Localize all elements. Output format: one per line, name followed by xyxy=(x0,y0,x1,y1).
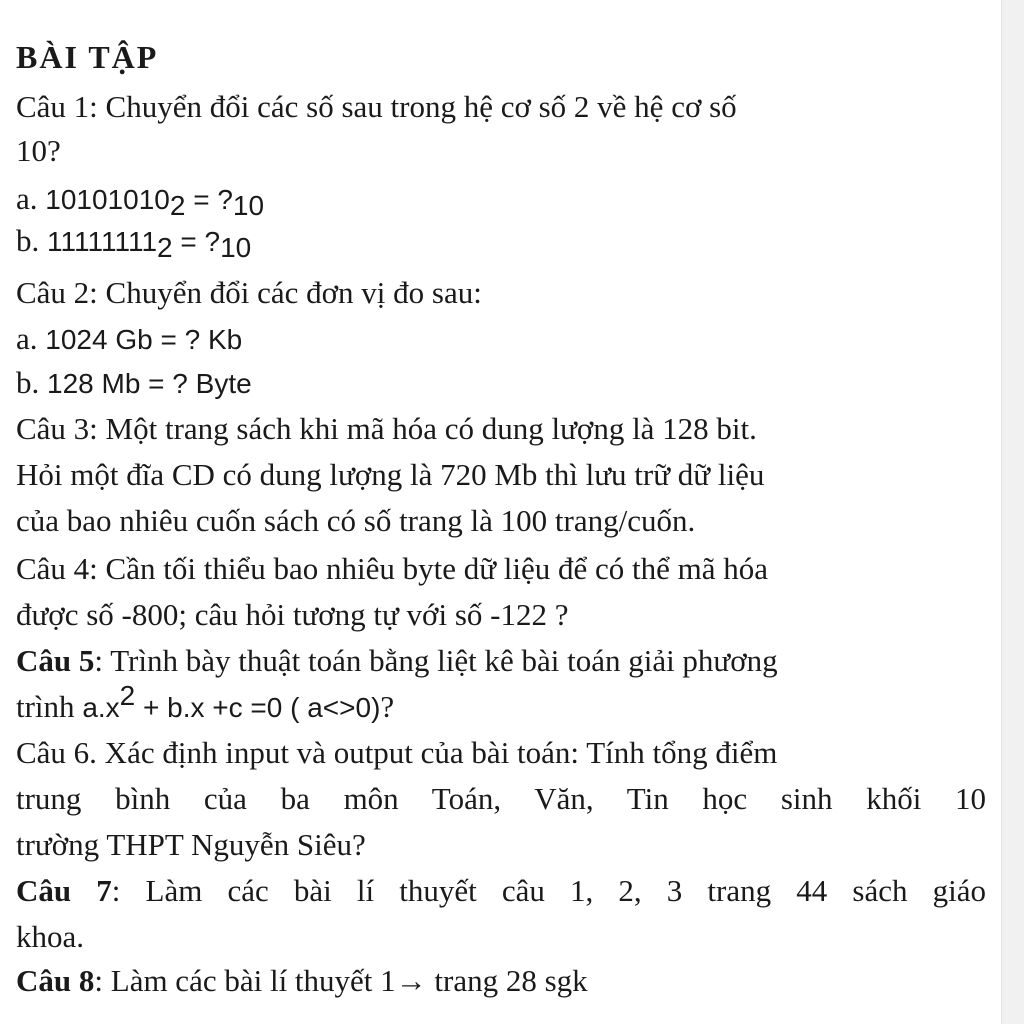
q8-line-1 xyxy=(16,962,588,1000)
question-text: : Làm các bài lí thuyết 1 xyxy=(94,963,396,998)
item-label: b. xyxy=(16,223,47,258)
q6-line-3: trường THPT Nguyễn Siêu? xyxy=(16,827,366,862)
q2-item-b xyxy=(16,364,252,403)
base-from: 2 xyxy=(169,190,186,221)
question-label: Câu 5 xyxy=(16,643,95,678)
question-mark: ? xyxy=(380,689,395,724)
q1-line-2: 10? xyxy=(16,133,61,168)
base-from: 2 xyxy=(157,232,173,263)
question-label: Câu 7 xyxy=(16,873,112,908)
q4-line-1: Câu 4: Cần tối thiểu bao nhiêu byte dữ liệu để có thể mã hóa xyxy=(16,551,769,586)
equation-exponent: 2 xyxy=(119,680,136,711)
q2-item-a xyxy=(16,320,242,359)
equals-question: = ? xyxy=(185,184,233,215)
q6-line-1: Câu 6. Xác định input và output của bài toán: Tính tổng điểm xyxy=(16,735,778,770)
base-to: 10 xyxy=(220,232,252,263)
q5-line-2 xyxy=(16,680,395,727)
question-label: Câu 8 xyxy=(16,963,95,998)
base-to: 10 xyxy=(232,190,265,221)
page-edge xyxy=(1001,0,1024,1024)
q4-line-2: được số -800; câu hỏi tương tự với số -122 ? xyxy=(16,597,569,632)
q5-line-1 xyxy=(16,642,778,680)
question-text: trình xyxy=(16,689,83,724)
q1-item-a xyxy=(16,180,264,219)
question-text: trang 28 sgk xyxy=(426,963,588,998)
binary-number: 10101010 xyxy=(45,184,170,215)
q1-line-1: Câu 1: Chuyển đổi các số sau trong hệ cơ số 2 về hệ cơ số xyxy=(16,89,737,124)
question-text: : Trình bày thuật toán bằng liệt kê bài toán giải phương xyxy=(94,643,778,678)
item-label: a. xyxy=(16,181,46,216)
item-label: b. xyxy=(16,365,47,400)
q2-line-1: Câu 2: Chuyển đổi các đơn vị đo sau: xyxy=(16,275,482,310)
question-text: : Làm các bài lí thuyết câu 1, 2, 3 trang 44 sách giáo xyxy=(111,873,986,908)
page-title: BÀI TẬP xyxy=(16,39,159,75)
item-label: a. xyxy=(16,321,46,356)
equation-part: a.x xyxy=(82,692,120,723)
binary-number: 11111111 xyxy=(47,226,158,257)
q1-item-b xyxy=(16,222,251,261)
q3-line-3: của bao nhiêu cuốn sách có số trang là 100 trang/cuốn. xyxy=(16,503,696,538)
q3-line-1: Câu 3: Một trang sách khi mã hóa có dung lượng là 128 bit. xyxy=(16,411,757,446)
q7-line-1 xyxy=(16,872,986,910)
unit-expression: 128 Mb = ? Byte xyxy=(47,368,252,399)
q7-line-2: khoa. xyxy=(16,919,85,954)
arrow-icon: → xyxy=(395,963,427,998)
q6-line-2: trung bình của ba môn Toán, Văn, Tin học sinh khối 10 xyxy=(16,781,986,816)
unit-expression: 1024 Gb = ? Kb xyxy=(45,324,243,355)
equals-question: = ? xyxy=(172,226,221,257)
q3-line-2: Hỏi một đĩa CD có dung lượng là 720 Mb thì lưu trữ dữ liệu xyxy=(16,457,765,492)
equation-part: + b.x +c =0 ( a<>0) xyxy=(135,692,381,723)
